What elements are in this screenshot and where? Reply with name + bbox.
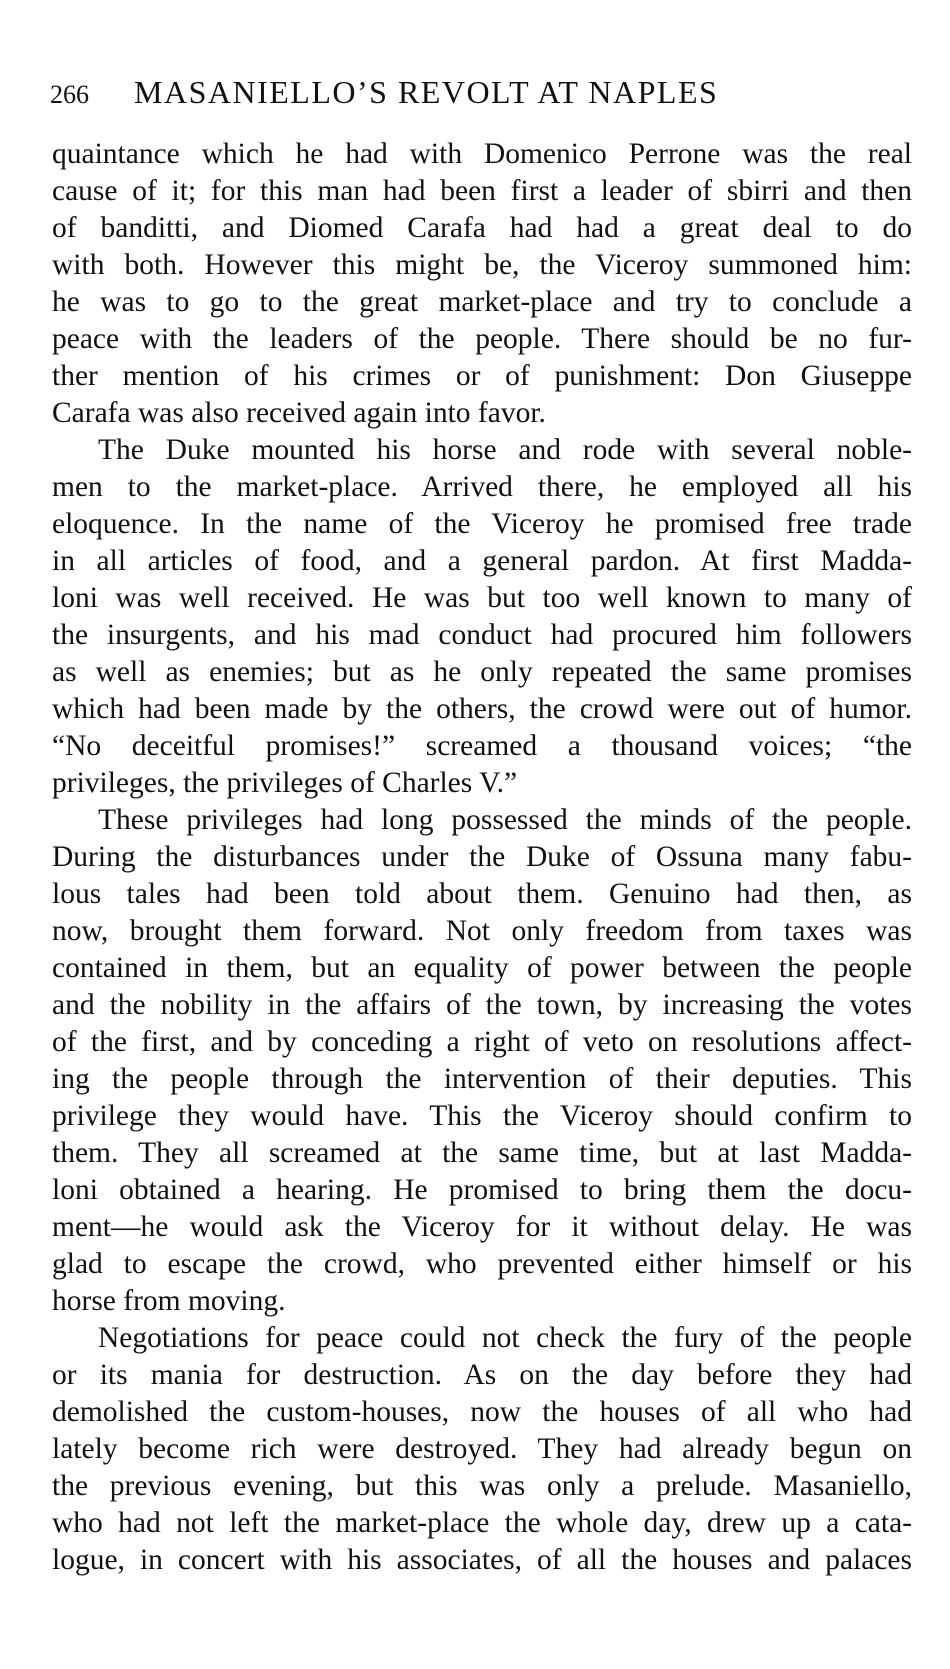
- text-line: in all articles of food, and a general pardon. At first Madda-: [52, 545, 912, 577]
- text-line: demolished the custom-houses, now the houses of all who had: [52, 1396, 912, 1428]
- text-line: as well as enemies; but as he only repeated the same promises: [52, 656, 912, 688]
- text-line: the previous evening, but this was only a prelude. Masaniello,: [52, 1470, 912, 1502]
- text-line: The Duke mounted his horse and rode with several noble-: [98, 434, 912, 466]
- text-line: During the disturbances under the Duke of Ossuna many fabu-: [52, 841, 912, 873]
- text-line: privileges, the privileges of Charles V.”: [52, 767, 518, 799]
- text-line: contained in them, but an equality of power between the people: [52, 952, 912, 984]
- text-line: loni was well received. He was but too well known to many of: [52, 582, 912, 614]
- text-line: and the nobility in the affairs of the town, by increasing the votes: [52, 989, 912, 1021]
- text-line: loni obtained a hearing. He promised to bring them the docu-: [52, 1174, 912, 1206]
- running-head: [50, 70, 910, 114]
- text-line: now, brought them forward. Not only freedom from taxes was: [52, 915, 912, 947]
- text-line: lous tales had been told about them. Genuino had then, as: [52, 878, 912, 910]
- text-line: the insurgents, and his mad conduct had procured him followers: [52, 619, 912, 651]
- text-line: cause of it; for this man had been first a leader of sbirri and then: [52, 175, 912, 207]
- text-line: “No deceitful promises!” screamed a thousand voices; “the: [52, 730, 912, 762]
- text-line: privilege they would have. This the Viceroy should confirm to: [52, 1100, 912, 1132]
- running-head-title: MASANIELLO’S REVOLT AT NAPLES: [134, 74, 719, 110]
- text-line: peace with the leaders of the people. There should be no fur-: [52, 323, 912, 355]
- text-line: which had been made by the others, the crowd were out of humor.: [52, 693, 912, 725]
- text-line: ing the people through the intervention of their deputies. This: [52, 1063, 912, 1095]
- text-line: he was to go to the great market-place and try to conclude a: [52, 286, 912, 318]
- text-line: These privileges had long possessed the minds of the people.: [98, 804, 912, 836]
- text-line: Negotiations for peace could not check the fury of the people: [98, 1322, 912, 1354]
- text-line: quaintance which he had with Domenico Perrone was the real: [52, 138, 912, 170]
- page-number: 266: [50, 80, 89, 109]
- text-line: with both. However this might be, the Viceroy summoned him:: [52, 249, 912, 281]
- text-line: eloquence. In the name of the Viceroy he promised free trade: [52, 508, 912, 540]
- text-line: glad to escape the crowd, who prevented either himself or his: [52, 1248, 912, 1280]
- text-line: men to the market-place. Arrived there, he employed all his: [52, 471, 912, 503]
- text-line: them. They all screamed at the same time, but at last Madda-: [52, 1137, 912, 1169]
- text-line: or its mania for destruction. As on the day before they had: [52, 1359, 912, 1391]
- text-line: horse from moving.: [52, 1285, 286, 1317]
- text-line: of banditti, and Diomed Carafa had had a great deal to do: [52, 212, 912, 244]
- text-line: who had not left the market-place the whole day, drew up a cata-: [52, 1507, 912, 1539]
- body-text: [52, 136, 912, 1579]
- text-line: ther mention of his crimes or of punishment: Don Giuseppe: [52, 360, 912, 392]
- text-line: ment—he would ask the Viceroy for it without delay. He was: [52, 1211, 912, 1243]
- text-line: lately become rich were destroyed. They had already begun on: [52, 1433, 912, 1465]
- text-line: of the first, and by conceding a right of veto on resolutions affect-: [52, 1026, 912, 1058]
- text-line: logue, in concert with his associates, of all the houses and palaces: [52, 1544, 912, 1576]
- text-line: Carafa was also received again into favor.: [52, 397, 546, 429]
